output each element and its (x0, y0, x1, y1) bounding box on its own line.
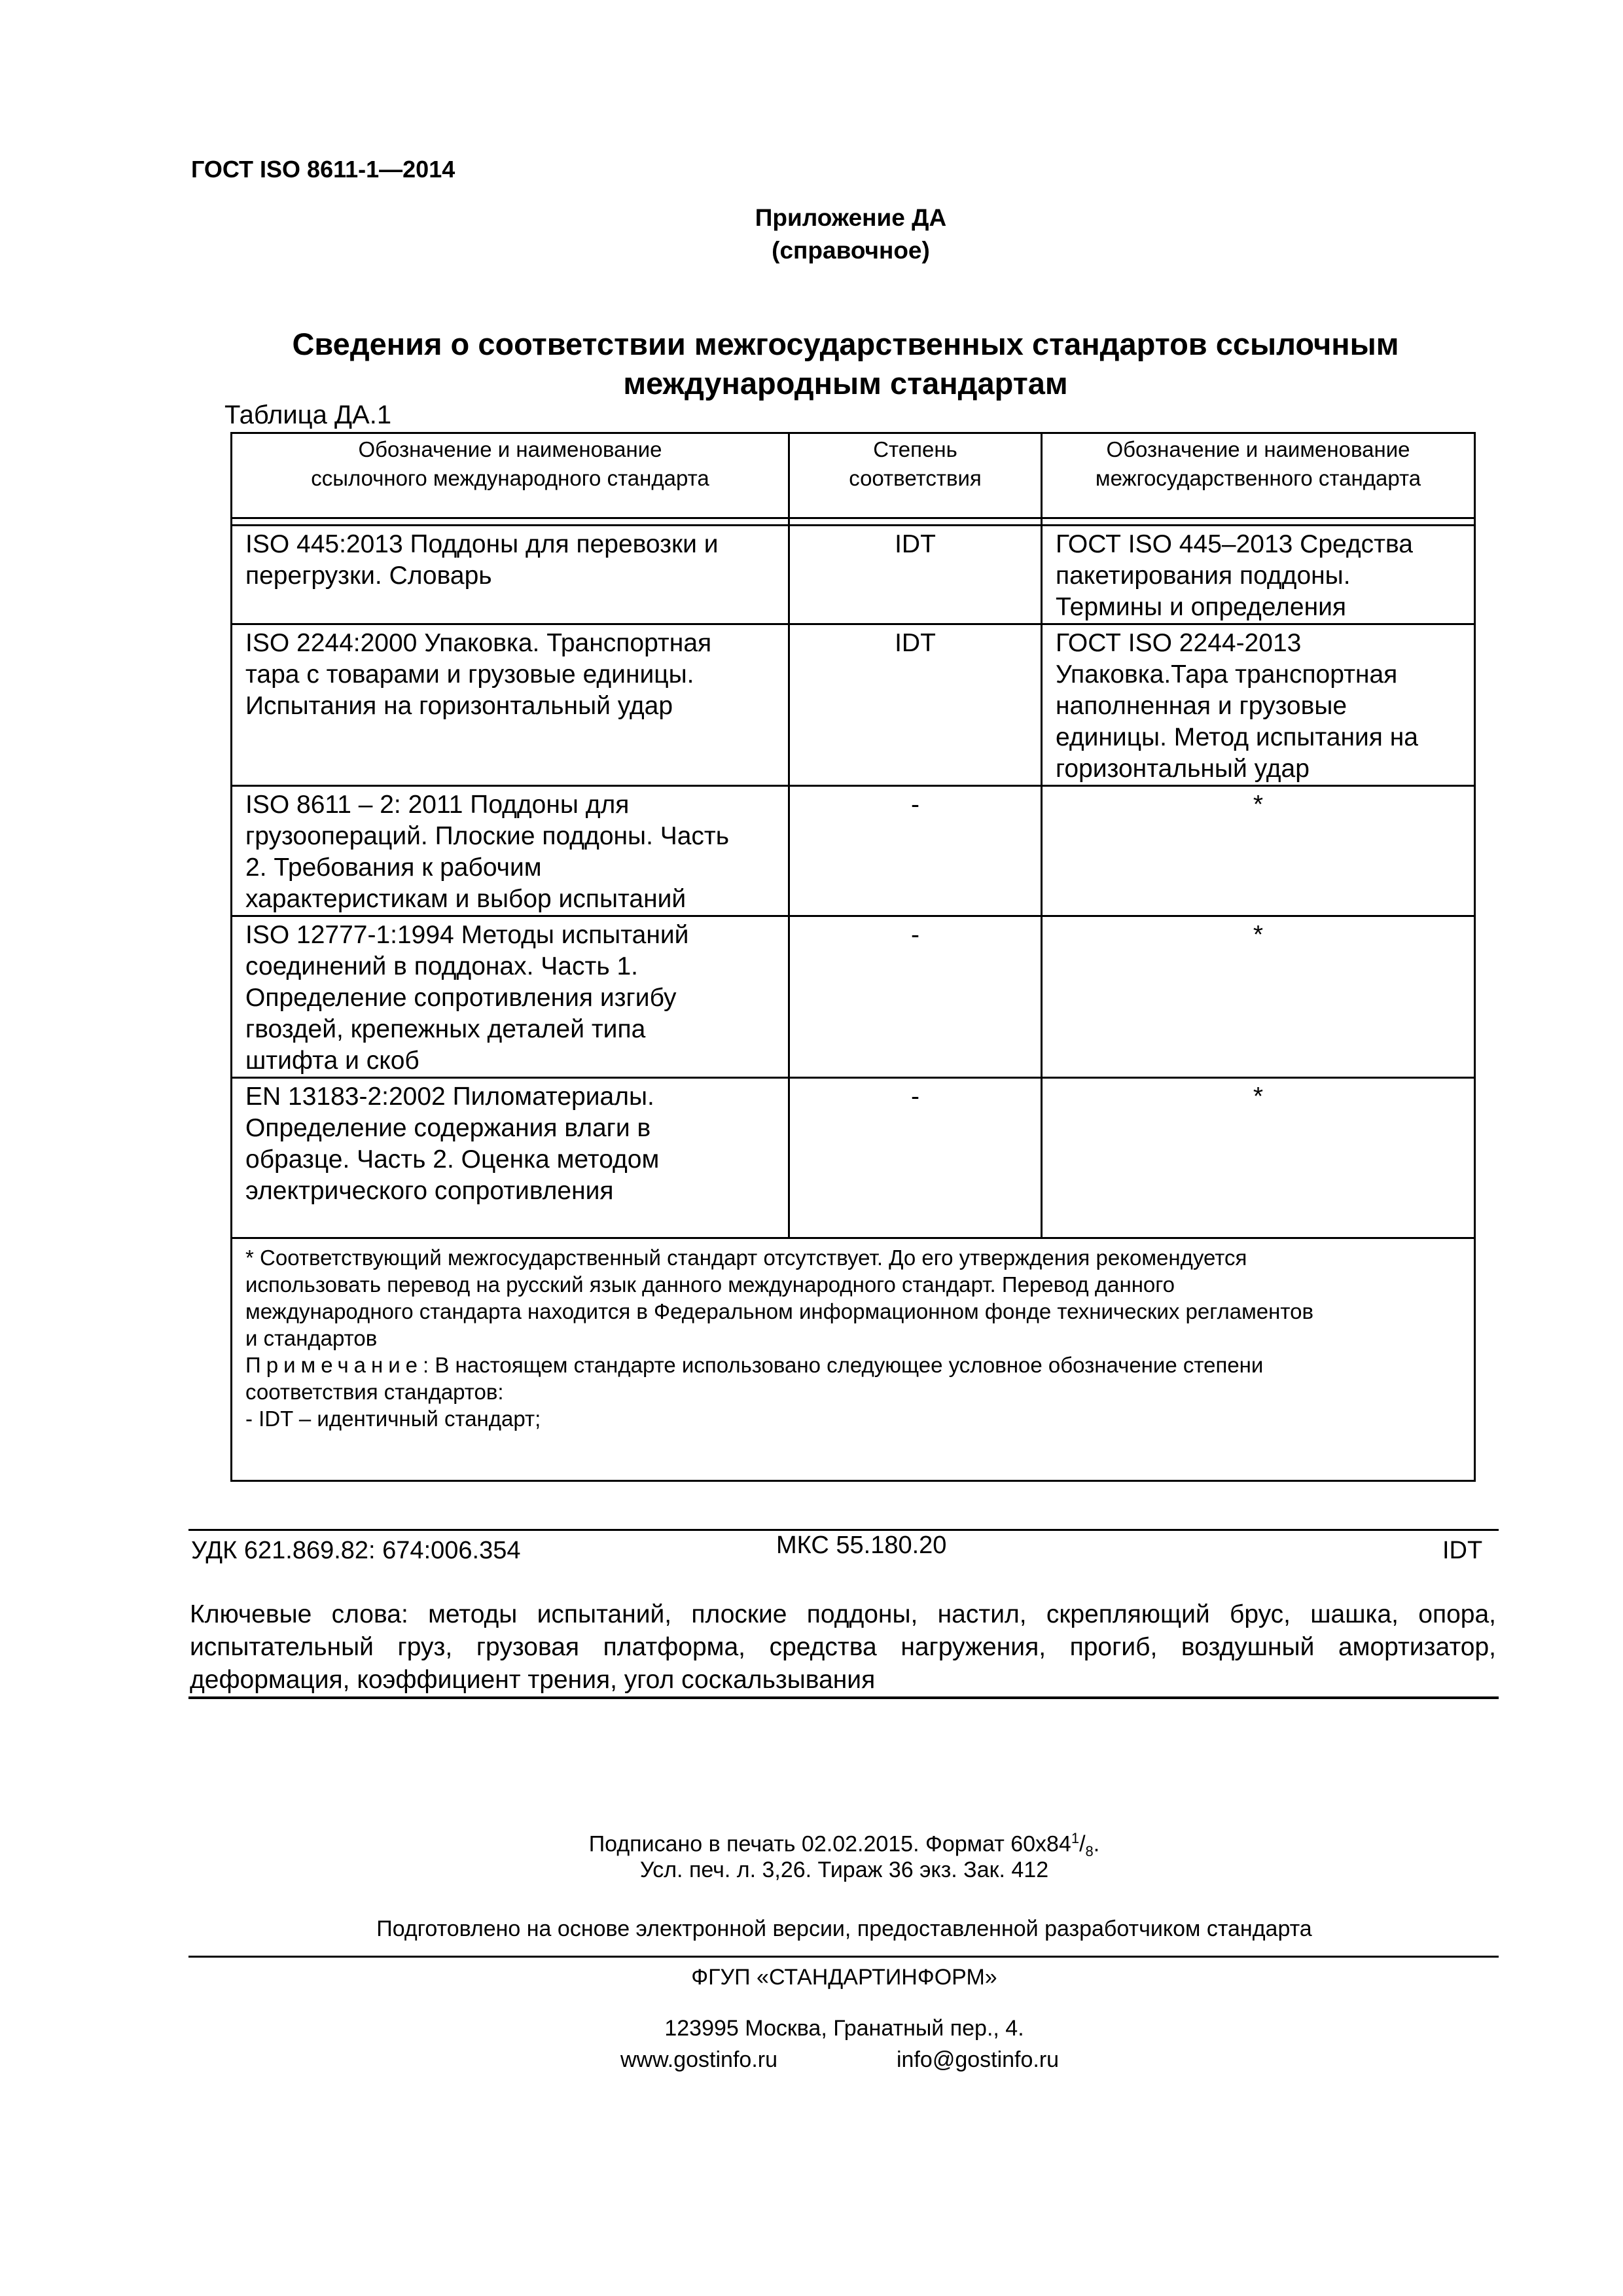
table-label: Таблица ДА.1 (224, 401, 392, 429)
table-row (232, 916, 1475, 1078)
keywords-bottom-rule (188, 1696, 1499, 1699)
publisher-address: 123995 Москва, Гранатный пер., 4. (664, 2016, 1024, 2041)
reference-cell (232, 526, 789, 624)
cell-line: ISO 445:2013 Поддоны для перевозки и (245, 530, 719, 558)
cell-line: ISO 12777-1:1994 Методы испытаний (245, 921, 689, 949)
header-text: Степень (873, 437, 957, 461)
degree-cell: - (789, 1078, 1042, 1238)
header-text: соответствия (849, 466, 982, 490)
note-line: - IDT – идентичный стандарт; (245, 1407, 541, 1431)
cell-line: характеристикам и выбор испытаний (245, 885, 687, 913)
website-link[interactable]: www.gostinfo.ru (620, 2047, 777, 2072)
cell-line: горизонтальный удар (1056, 755, 1310, 783)
table-row (232, 526, 1475, 624)
cell-line: перегрузки. Словарь (245, 562, 492, 590)
section-title-line-1: Сведения о соответствии межгосударственных стандартов ссылочным (292, 327, 1399, 361)
table-row (232, 1078, 1475, 1238)
cell-line: 2. Требования к рабочим (245, 853, 542, 882)
interstate-cell (1042, 526, 1475, 624)
publisher-name: ФГУП «СТАНДАРТИНФОРМ» (691, 1965, 997, 1990)
cell-line: Определение содержания влаги в (245, 1114, 651, 1142)
udk-code: УДК 621.869.82: 674:006.354 (191, 1537, 521, 1564)
classification-top-rule (188, 1529, 1499, 1531)
cell-line: ISO 8611 – 2: 2011 Поддоны для (245, 791, 630, 819)
prepared-note: Подготовлено на основе электронной версии, предоставленной разработчиком стандарта (376, 1916, 1312, 1941)
keywords-paragraph: Ключевые слова: методы испытаний, плоские поддоны, настил, скрепляющий брус, шашка, опора, испытательный груз, грузовая платформа, средства нагружения, прогиб, воздушный амортизатор, деформация, коэффициент трения, угол соскальзывания (190, 1600, 1496, 1694)
cell-line: ГОСТ ISO 2244-2013 (1056, 629, 1302, 657)
annex-kind: (справочное) (772, 237, 930, 264)
imprint-signed: Подписано в печать 02.02.2015. Формат $60x84^1/_8$. (588, 1830, 1100, 1860)
interstate-cell: * (1042, 1078, 1475, 1238)
footnote-line: и стандартов (245, 1326, 378, 1350)
header-text: межгосударственного стандарта (1095, 466, 1421, 490)
interstate-cell (1042, 624, 1475, 786)
column-header-interstate (1042, 433, 1475, 518)
cell-line: пакетирования поддоны. (1056, 562, 1351, 590)
table-row (232, 624, 1475, 786)
reference-cell (232, 916, 789, 1078)
cell-line: ГОСТ ISO 445–2013 Средства (1056, 530, 1413, 558)
cell-line: Испытания на горизонтальный удар (245, 692, 673, 720)
note-line: соответствия стандартов: (245, 1380, 504, 1404)
email-link[interactable]: info@gostinfo.ru (897, 2047, 1060, 2072)
standards-table (230, 432, 1476, 1482)
table-row (232, 786, 1475, 916)
column-header-reference (232, 433, 789, 518)
interstate-cell: * (1042, 916, 1475, 1078)
cell-line: Термины и определения (1056, 593, 1347, 621)
note-label: Примечание (245, 1353, 423, 1377)
cell-line: гвоздей, крепежных деталей типа (245, 1015, 646, 1043)
degree-cell: IDT (789, 526, 1042, 624)
format-numerator: 1 (1071, 1830, 1080, 1846)
cell-line: образце. Часть 2. Оценка методом (245, 1145, 660, 1174)
cell-line: штифта и скоб (245, 1047, 419, 1075)
reference-cell (232, 1078, 789, 1238)
annex-title: Приложение ДА (755, 204, 947, 231)
interstate-cell: * (1042, 786, 1475, 916)
imprint-signed-text: Подписано в печать 02.02.2015. Формат 60x84 (588, 1831, 1071, 1857)
cell-line: грузоопераций. Плоские поддоны. Часть (245, 822, 730, 850)
table-header-row (232, 433, 1475, 518)
cell-line: единицы. Метод испытания на (1056, 723, 1418, 751)
footnote-line: международного стандарта находится в Федеральном информационном фонде технических регламентов (245, 1299, 1314, 1323)
cell-line: ISO 2244:2000 Упаковка. Транспортная (245, 629, 712, 657)
reference-cell (232, 786, 789, 916)
footnote-line: использовать перевод на русский язык данного международного стандарт. Перевод данного (245, 1272, 1175, 1297)
cell-line: наполненная и грузовые (1056, 692, 1347, 720)
degree-code: IDT (1442, 1537, 1483, 1564)
mks-code: МКС 55.180.20 (776, 1532, 947, 1559)
cell-line: Определение сопротивления изгибу (245, 984, 677, 1012)
table-footnote-row (232, 1238, 1475, 1481)
section-title-line-2: международным стандартам (623, 366, 1068, 401)
column-header-degree (789, 433, 1042, 518)
header-text: ссылочного международного стандарта (311, 466, 709, 490)
table-header-gap (232, 518, 1475, 526)
degree-cell: - (789, 786, 1042, 916)
degree-cell: - (789, 916, 1042, 1078)
degree-cell: IDT (789, 624, 1042, 786)
cell-line: соединений в поддонах. Часть 1. (245, 952, 639, 980)
document-code: ГОСТ ISO 8611-1—2014 (191, 156, 455, 183)
section-title (191, 325, 1500, 403)
publisher-rule (188, 1956, 1499, 1958)
format-denominator: 8 (1085, 1843, 1094, 1860)
imprint-print-run: Усл. печ. л. 3,26. Тираж 36 экз. Зак. 412 (639, 1857, 1049, 1882)
note-text: : В настоящем стандарте использовано следующее условное обозначение степени (423, 1353, 1264, 1377)
cell-line: электрического сопротивления (245, 1177, 614, 1205)
reference-cell (232, 624, 789, 786)
header-text: Обозначение и наименование (1106, 437, 1410, 461)
header-text: Обозначение и наименование (358, 437, 662, 461)
note-line (245, 1352, 1463, 1378)
cell-line: Упаковка.Тара транспортная (1056, 660, 1398, 689)
cell-line: EN 13183-2:2002 Пиломатериалы. (245, 1083, 654, 1111)
footnote-cell (232, 1238, 1475, 1481)
cell-line: тара с товарами и грузовые единицы. (245, 660, 694, 689)
footnote-line: * Соответствующий межгосударственный стандарт отсутствует. До его утверждения рекомендуется (245, 1246, 1247, 1270)
